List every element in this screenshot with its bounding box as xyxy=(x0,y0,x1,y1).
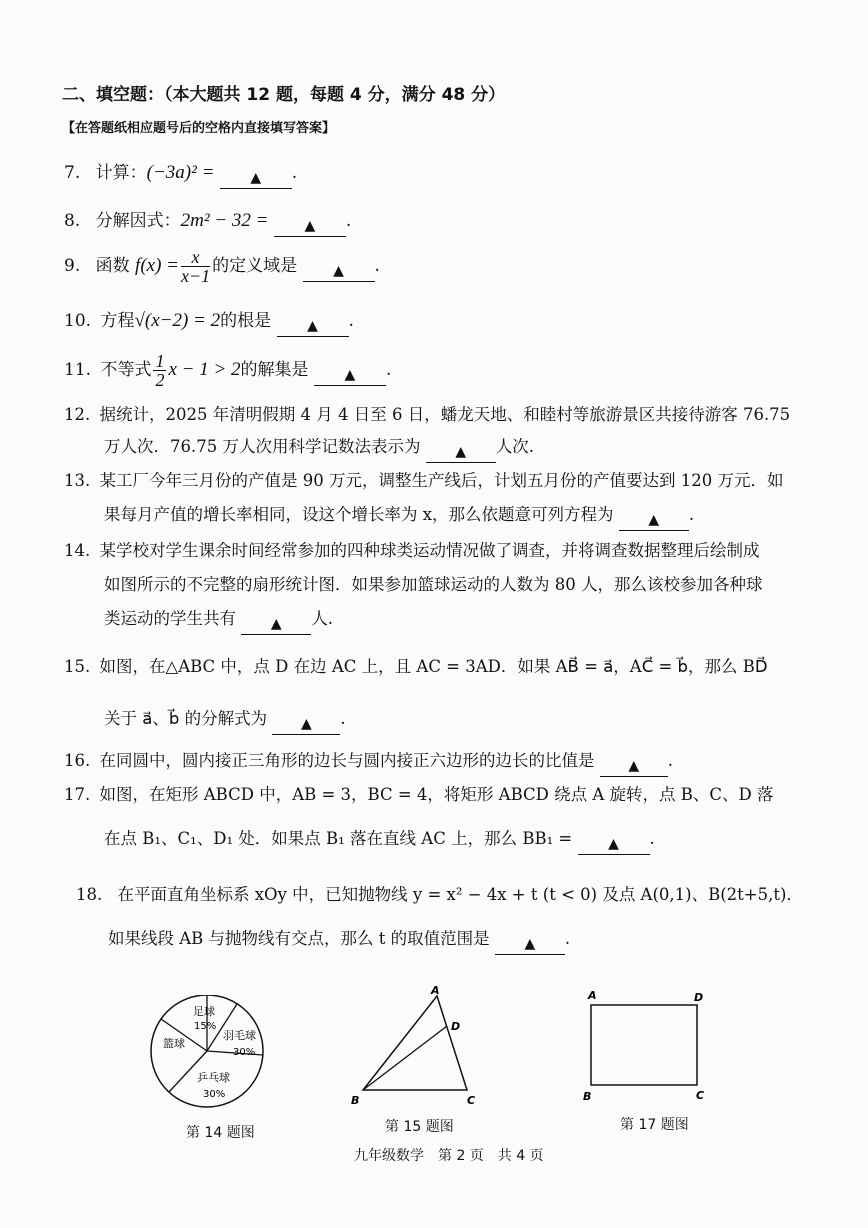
point-b-label: B xyxy=(351,1094,360,1107)
question-number: 18. xyxy=(76,885,103,904)
section-title: 二、填空题：（本大题共 12 题，每题 4 分，满分 48 分） xyxy=(62,85,506,105)
question-number: 11. xyxy=(64,360,92,380)
math-expression: 2m² − 32 = xyxy=(180,210,269,231)
answer-blank[interactable]: ▲ xyxy=(619,510,689,531)
label-badminton: 羽毛球 xyxy=(223,1029,256,1042)
figure-15-caption: 第 15 题图 xyxy=(385,1119,454,1135)
label-pingpong-pct: 30% xyxy=(203,1089,226,1100)
fraction xyxy=(153,352,166,389)
question-10 xyxy=(64,310,354,337)
question-text: 类运动的学生共有 xyxy=(104,609,236,628)
answer-blank[interactable]: ▲ xyxy=(578,834,650,855)
question-14 xyxy=(64,540,760,562)
fraction-numerator: 1 xyxy=(155,351,165,371)
punctuation: . xyxy=(340,709,346,728)
question-17-line-2 xyxy=(104,828,655,855)
answer-blank[interactable]: ▲ xyxy=(495,934,565,955)
question-text: 如果线段 AB 与抛物线有交点，那么 t 的取值范围是 xyxy=(108,929,490,948)
fraction-denominator: 2 xyxy=(155,370,165,390)
rectangle-abcd xyxy=(591,1005,697,1085)
punctuation: . xyxy=(564,929,571,948)
punctuation: . xyxy=(374,256,380,276)
figure-17-caption: 第 17 题图 xyxy=(620,1117,689,1133)
figure-17-rectangle xyxy=(580,985,715,1105)
question-9 xyxy=(64,244,380,288)
question-8 xyxy=(64,210,351,237)
question-number: 15. xyxy=(64,657,91,676)
punctuation: . xyxy=(385,360,392,380)
question-text: 函数 xyxy=(95,256,130,276)
question-number: 10. xyxy=(64,311,92,331)
figure-14-caption: 第 14 题图 xyxy=(186,1125,255,1141)
question-13 xyxy=(64,470,783,492)
point-d-label: D xyxy=(694,991,704,1004)
answer-blank[interactable]: ▲ xyxy=(220,168,292,189)
answer-blank[interactable]: ▲ xyxy=(303,261,375,282)
point-c-label: C xyxy=(696,1089,705,1102)
question-number: 14. xyxy=(64,541,91,560)
triangle-abc xyxy=(363,996,467,1090)
label-football: 足球 xyxy=(193,1005,215,1018)
question-15 xyxy=(64,656,768,678)
math-expression: f(x) = xyxy=(135,255,179,276)
question-text: 如图，在矩形 ABCD 中，AB = 3，BC = 4，将矩形 ABCD 绕点 A 旋转，点 B、C、D 落 xyxy=(99,785,774,804)
question-16 xyxy=(64,750,673,777)
question-text: 计算： xyxy=(95,163,147,183)
punctuation: 人次. xyxy=(495,437,534,456)
answer-blank[interactable]: ▲ xyxy=(274,216,346,237)
fraction-numerator: x xyxy=(181,248,210,267)
fraction xyxy=(181,248,210,285)
question-number: 16. xyxy=(64,751,91,770)
question-15-line-2 xyxy=(104,708,346,735)
point-a-label: A xyxy=(431,984,440,997)
math-expression: (−3a)² = xyxy=(146,162,215,183)
figure-15-triangle xyxy=(345,982,485,1107)
question-13-line-2 xyxy=(104,504,694,531)
punctuation: . xyxy=(348,311,354,331)
question-text: 方程 xyxy=(100,311,135,331)
fraction-denominator: x−1 xyxy=(180,266,211,286)
question-text: 在平面直角坐标系 xOy 中，已知抛物线 y = x² − 4x + t (t < 0) 及点 A(0,1)、B(2t+5,t)． xyxy=(117,885,803,904)
punctuation: . xyxy=(291,163,298,183)
question-text: 某工厂今年三月份的产值是 90 万元，调整生产线后，计划五月份的产值要达到 120 万元．如 xyxy=(99,471,784,490)
figure-14-pie-chart xyxy=(145,995,280,1110)
question-text: 万人次．76.75 万人次用科学记数法表示为 xyxy=(104,437,421,456)
question-text: 某学校对学生课余时间经常参加的四种球类运动情况做了调查，并将调查数据整理后绘制成 xyxy=(99,541,760,560)
point-c-label: C xyxy=(467,1094,476,1107)
question-text: 的定义域是 xyxy=(212,256,298,276)
question-14-line-3 xyxy=(104,608,333,635)
question-text: 在同圆中，圆内接正三角形的边长与圆内接正六边形的边长的比值是 xyxy=(99,751,595,770)
punctuation: . xyxy=(345,211,352,231)
punctuation: 人. xyxy=(311,609,333,628)
answer-blank[interactable]: ▲ xyxy=(426,442,496,463)
punctuation: . xyxy=(649,829,655,848)
label-football-pct: 15% xyxy=(194,1021,217,1032)
question-text: 如图，在△ABC 中，点 D 在边 AC 上，且 AC = 3AD．如果 AB⃗ = a⃗，AC⃗ = b⃗，那么 BD⃗ xyxy=(99,657,768,676)
question-number: 7. xyxy=(64,163,81,183)
section-instruction: 【在答题纸相应题号后的空格内直接填写答案】 xyxy=(62,121,336,136)
question-text: 据统计，2025 年清明假期 4 月 4 日至 6 日，蟠龙天地、和睦村等旅游景区共接待游客 76.75 xyxy=(99,405,791,424)
point-d-label: D xyxy=(451,1020,461,1033)
answer-blank[interactable]: ▲ xyxy=(241,614,311,635)
question-text: 果每月产值的增长率相同，设这个增长率为 x，那么依题意可列方程为 xyxy=(104,505,614,524)
label-basketball: 篮球 xyxy=(163,1037,185,1050)
point-a-label: A xyxy=(588,989,597,1002)
answer-blank[interactable]: ▲ xyxy=(277,316,349,337)
answer-blank[interactable]: ▲ xyxy=(600,756,668,777)
math-expression: √(x−2) = 2 xyxy=(134,310,221,331)
question-text: 如图所示的不完整的扇形统计图．如果参加篮球运动的人数为 80 人，那么该校参加各种球 xyxy=(104,575,763,594)
question-11 xyxy=(64,348,391,392)
question-text: 的根是 xyxy=(220,311,272,331)
question-text: 不等式 xyxy=(100,360,152,380)
punctuation: . xyxy=(688,505,695,524)
question-12 xyxy=(64,404,790,426)
question-17 xyxy=(64,784,773,806)
question-text: 关于 a⃗、b⃗ 的分解式为 xyxy=(104,709,268,728)
answer-blank[interactable]: ▲ xyxy=(272,714,340,735)
question-12-line-2 xyxy=(104,436,534,463)
question-number: 13. xyxy=(64,471,91,490)
page-footer: 九年级数学 第 2 页 共 4 页 xyxy=(354,1148,544,1164)
math-expression: x − 1 > 2 xyxy=(168,359,241,380)
question-text: 在点 B₁、C₁、D₁ 处．如果点 B₁ 落在直线 AC 上，那么 BB₁ = xyxy=(104,829,573,848)
question-number: 12. xyxy=(64,405,91,424)
answer-blank[interactable]: ▲ xyxy=(314,365,386,386)
question-text: 的解集是 xyxy=(240,360,309,380)
question-14-line-2 xyxy=(104,574,763,596)
question-number: 8. xyxy=(64,211,81,231)
label-badminton-pct: 30% xyxy=(233,1047,256,1058)
question-7 xyxy=(64,162,297,189)
point-b-label: B xyxy=(583,1090,592,1103)
question-18 xyxy=(76,884,803,906)
question-number: 17. xyxy=(64,785,91,804)
punctuation: . xyxy=(667,751,673,770)
question-text: 分解因式： xyxy=(95,211,181,231)
label-pingpong: 乒乓球 xyxy=(197,1071,230,1084)
question-number: 9. xyxy=(64,256,81,276)
question-18-line-2 xyxy=(108,928,570,955)
